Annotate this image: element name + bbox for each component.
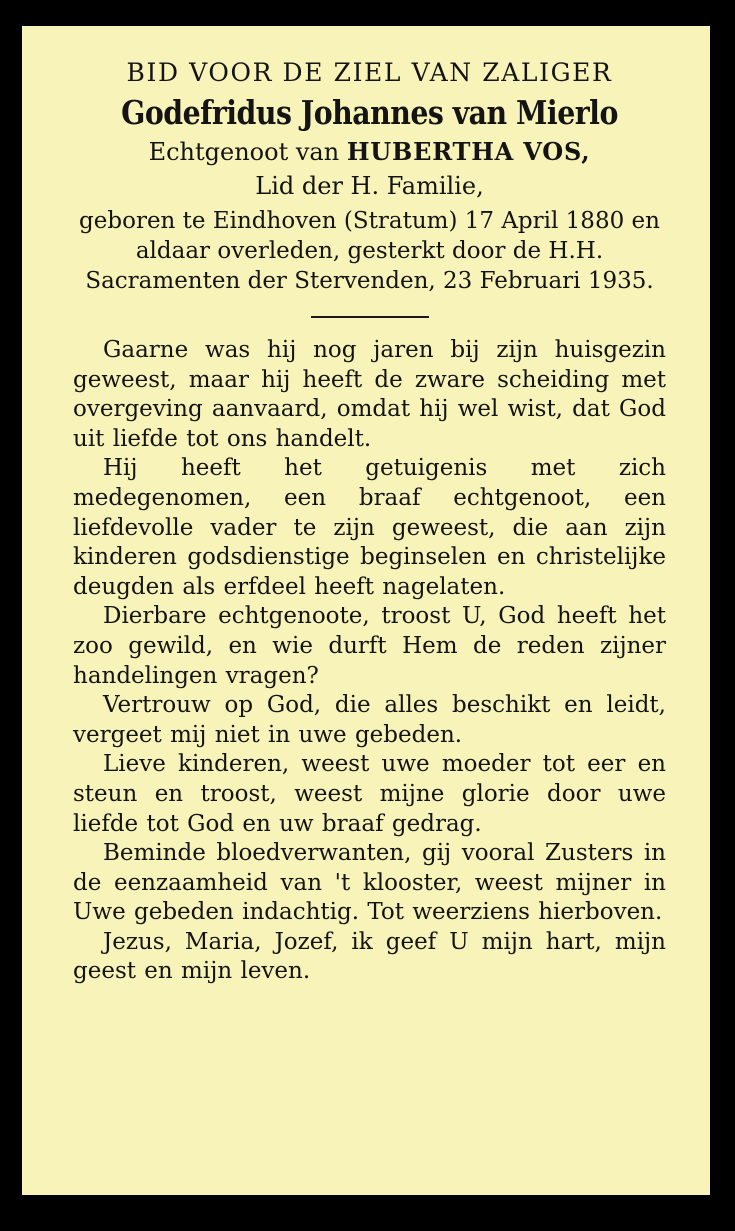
paragraph: Lieve kinderen, weest uwe moeder tot eer en steun en troost, weest mijne glorie door uwe liefde tot God en uw braaf gedrag.	[73, 751, 666, 837]
paragraph: Beminde bloedverwanten, gij vooral Zusters in de eenzaamheid van 't klooster, weest mijner in Uwe gebeden indachtig. Tot weerziens hierboven.	[73, 840, 666, 926]
spouse-prefix: Echtgenoot van	[148, 138, 340, 166]
spouse-name: HUBERTHA VOS,	[346, 137, 591, 166]
deceased-name: Godefridus Johannes van Mierlo	[121, 93, 618, 132]
paragraph: Jezus, Maria, Jozef, ik geef U mijn hart, mijn geest en mijn leven.	[73, 928, 666, 985]
membership-line: Lid der H. Familie,	[255, 172, 484, 200]
birth-death-text: geboren te Eindhoven (Stratum) 17 April 1880 en aldaar overleden, gesterkt door de H.H. Sacramenten der Stervenden, 23 Februari 1935.	[79, 208, 660, 294]
paragraph: Dierbare echtgenoote, troost U, God heeft het zoo gewild, en wie durft Hem de reden zijner handelingen vragen?	[73, 603, 666, 689]
paragraph: Vertrouw op God, die alles beschikt en leidt, vergeet mij niet in uwe gebeden.	[73, 692, 666, 748]
divider-line	[311, 316, 429, 318]
paragraph: Gaarne was hij nog jaren bij zijn huisgezin geweest, maar hij heeft de zware scheiding met overgeving aanvaard, omdat hij wel wist, dat God uit liefde tot ons handelt.	[73, 337, 666, 452]
memorial-text	[73, 336, 666, 987]
spouse-line	[73, 136, 666, 168]
card-heading: BID VOOR DE ZIEL VAN ZALIGER	[126, 58, 613, 87]
paragraph: Hij heeft het getuigenis met zich medegenomen, een braaf echtgenoot, een liefdevolle vader te zijn geweest, die aan zijn kinderen godsdienstige beginselen en christelijke deugden als erfdeel heeft nagelaten.	[73, 455, 666, 600]
memorial-card	[22, 26, 710, 1195]
